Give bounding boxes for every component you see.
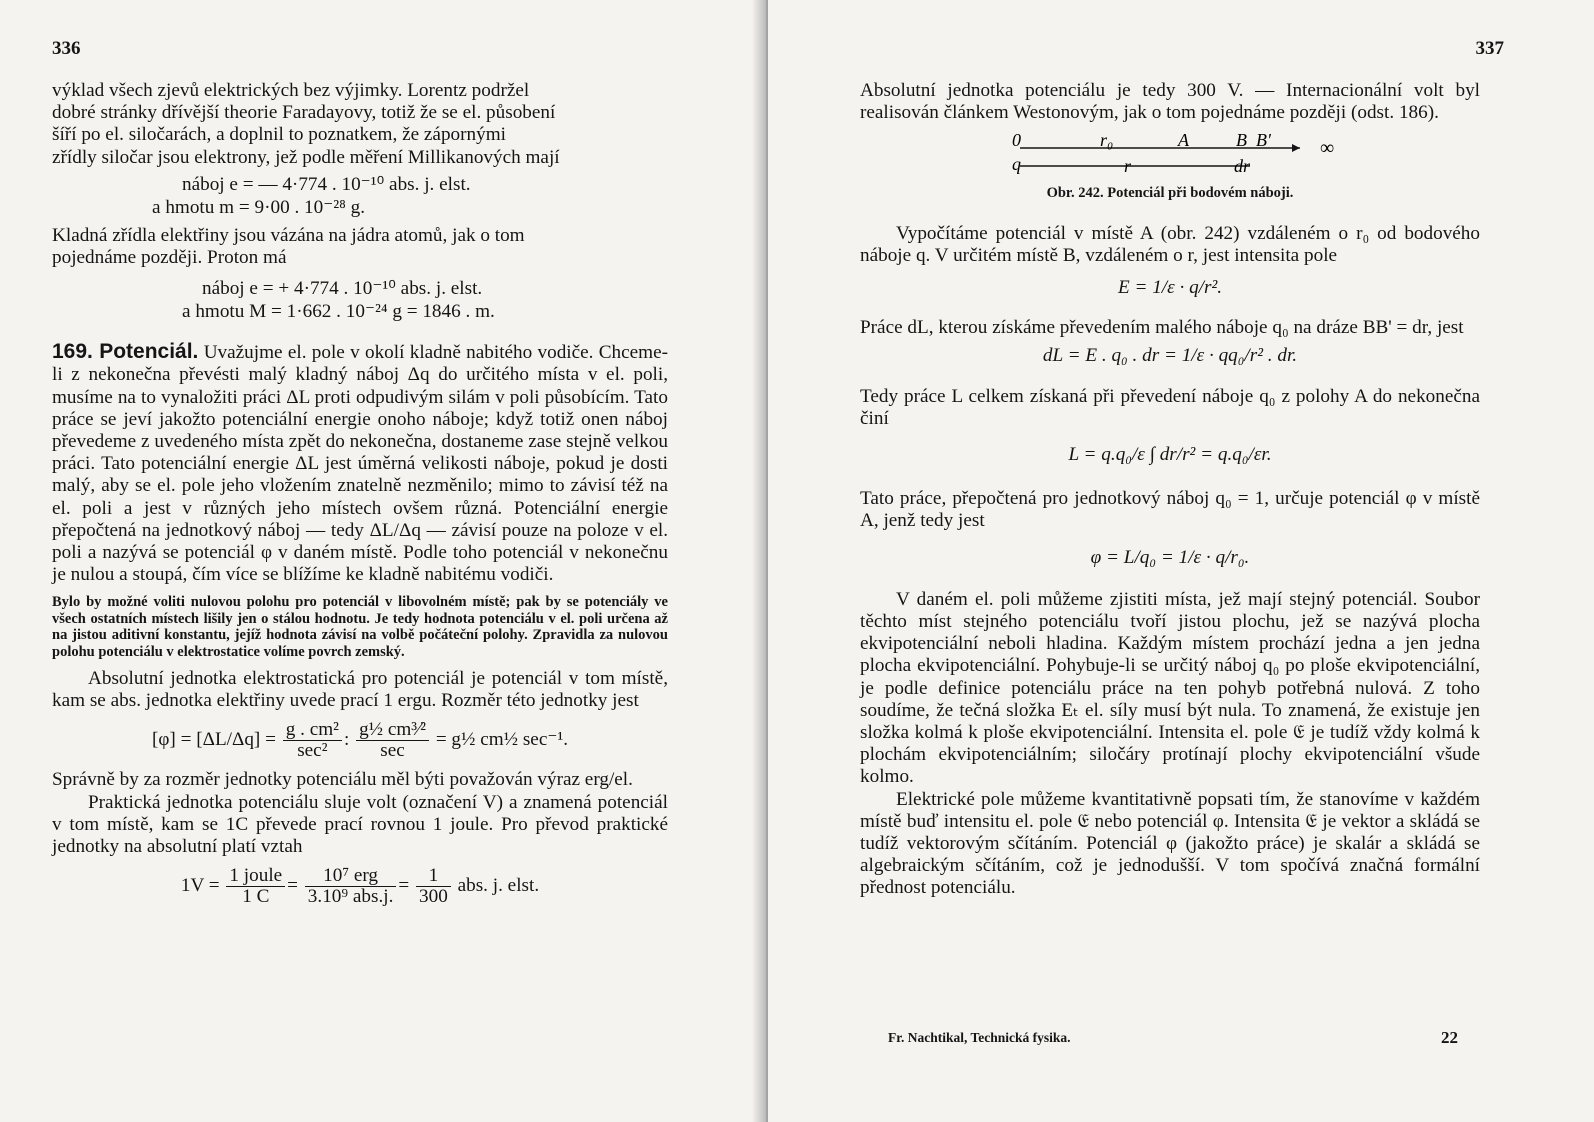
section-169 xyxy=(52,341,668,586)
right-page xyxy=(768,0,1594,1122)
volt-frac-1: $\frac{\text{1 joule}}{1 C}$ xyxy=(226,866,285,907)
equation-l: L = q.q₀/ε ∫ dr/r² = q.q₀/εr. xyxy=(1068,444,1272,466)
equation-dl: dL = E . q₀ . dr = 1/ε · qq₀/r² . dr. xyxy=(1042,345,1298,367)
dimension-formula: [φ] = [ΔL/Δq] = $\frac{\text{g . cm²}}{\text{sec²}}$ : $\frac{\text{g½ cm³⁄²}}{\sec}$ = g½ cm½ sec⁻¹. xyxy=(151,719,569,762)
fig-label-a: A xyxy=(1178,130,1189,151)
electron-values xyxy=(152,173,668,219)
volt-frac-3: $\frac{1}{300}$ xyxy=(416,866,451,907)
left-page xyxy=(0,0,768,1122)
volt-frac-2: $\frac{\text{10⁷ erg}}{\text{3.10⁹ abs.j.}}$ xyxy=(305,866,397,907)
page-number-left: 336 xyxy=(52,38,81,59)
paragraph-proton xyxy=(52,225,668,269)
dim-frac-2: $\frac{\text{g½ cm³⁄²}}{\sec}$ xyxy=(356,720,429,761)
fig-label-0: 0 xyxy=(1012,130,1021,151)
equation-phi: φ = L/q₀ = 1/ε · q/r₀. xyxy=(1090,546,1250,568)
paragraph-total-work: Tedy práce L celkem získaná při převedení náboje q₀ z polohy A do nekonečna činí xyxy=(860,385,1480,429)
paragraph-abs-300v: Absolutní jednotka potenciálu je tedy 300 V. — Internacionální volt byl realisován článkem Westonovým, jak o tom pojednáme později (odst. 186). xyxy=(860,80,1480,124)
volt-rhs: abs. j. elst. xyxy=(457,875,540,897)
dim-right: = g½ cm½ sec⁻¹. xyxy=(435,729,569,751)
paragraph-scalar: Elektrické pole můžeme kvantitativně popsati tím, že stanovíme v každém místě buď intensitu el. pole 𝔈 nebo potenciál φ. Intensita 𝔈 je vektor a skládá se tudíž vektorovým sčítáním. Potenciál φ (jakožto práce) je skalár a skládá se algebraickým sčítáním, což je jednodušší. V tom spočívá značná formální přednost potenciálu. xyxy=(860,788,1480,899)
paragraph-compute: Vypočítáme potenciál v místě A (obr. 242) vzdáleném o r₀ od bodového náboje q. V určitém místě B, vzdáleném o r, jest intensita pole xyxy=(860,222,1480,266)
paragraph-unit-charge: Tato práce, přepočtená pro jednotkový náboj q₀ = 1, určuje potenciál φ v místě A, jenž tedy jest xyxy=(860,488,1480,532)
text-line: dobré stránky dřívější theorie Faradayovy, totiž že se el. působení xyxy=(52,102,556,124)
figure-242 xyxy=(1010,130,1350,178)
section-heading: 169. Potenciál. xyxy=(52,340,199,364)
paragraph-correct-dim: Správně by za rozměr jednotky potenciálu měl býti považován výraz erg/el. xyxy=(52,769,633,791)
electron-mass: a hmotu m = 9·00 . 10⁻²⁸ g. xyxy=(152,196,365,218)
paragraph-work: Práce dL, kterou získáme převedením malého náboje q₀ na dráze BB' = dr, jest xyxy=(860,317,1464,339)
text-line: výklad všech zjevů elektrických bez výjimky. Lorentz podržel xyxy=(52,80,530,101)
paragraph-abs-unit: Absolutní jednotka elektrostatická pro potenciál je potenciál v tom místě, kam se abs. jednotka elektřiny uvede prací 1 ergu. Rozměr této jednotky jest xyxy=(52,668,668,712)
equation-e: E = 1/ε · q/r². xyxy=(1117,277,1223,299)
footnote: Bylo by možné voliti nulovou polohu pro potenciál v libovolném místě; pak by se potenciály ve všech ostatních místech lišily jen o stálou hodnotu. Je tedy hodnota potenciálu v el. poli určena až na jistou aditivní konstantu, jejíž hodnota závisí na volbě počáteční polohy. Zpravidla za nulovou polohu potenciálu v elektrostatice volíme povrch zemský. xyxy=(52,594,668,660)
dim-left: [φ] = [ΔL/Δq] = xyxy=(151,729,276,751)
dim-frac-1: $\frac{\text{g . cm²}}{\text{sec²}}$ xyxy=(283,720,342,761)
footer-number: 22 xyxy=(1441,1028,1458,1047)
section-text: Uvažujme el. pole v okolí kladně nabitého vodiče. Chceme-li z nekonečna převésti malý kladný náboj Δq do určitého místa v el. poli, musíme na to vynaložiti práci ΔL proti odpudivým silám v poli působícím. Tato práce se jeví jakožto potenciální energie onoho náboje; když totiž onen náboj převedeme z uvedeného místa zpět do nekonečna, dostaneme zase stejně velkou práci. Tato potenciální energie ΔL jest úměrná velikosti náboje, pokud je dosti malý, aby se el. pole jeho vložením znatelně nezměnilo; mimo to závisí též na el. poli a jest v různých jeho místech ovšem různá. Potenciální energie přepočtená na jednotkový náboj — tedy ΔL/Δq — závisí pouze na poloze v el. poli a nazývá se potenciál φ v daném místě. Podle toho potenciál v nekonečnu je nulou a stoupá, čím více se blížíme ke kladně nabitému vodiči. xyxy=(52,342,669,586)
figure-242-diagram xyxy=(1010,130,1350,178)
footer-text: Fr. Nachtikal, Technická fysika. xyxy=(888,1030,1071,1045)
text-line: zřídly siločar jsou elektrony, jež podle měření Millikanových mají xyxy=(52,146,560,168)
paragraph-equipotential: V daném el. poli můžeme zjistiti místa, jež mají stejný potenciál. Soubor těchto míst stejného potenciálu tvoří jistou plochu, jež se nazývá plocha ekvipotenciální neboli hladina. Každým místem prochází jedna a jen jedna plocha ekvipotenciální. Pohybuje-li se určitý náboj q₀ po ploše ekvipotenciální, je podle definice potenciálu práce na ten pohyb potřebná nulová. Z toho soudíme, že tečná složka Eₜ el. síly musí být nula. To znamená, že existuje jen složka kolmá k ploše ekvipotenciální. Intensita el. pole 𝔈 je tudíž vždy kolmá k plochám ekvipotenciálním; siločáry protínají plochy ekvipotenciální všude kolmo. xyxy=(860,588,1480,788)
paragraph-practical: Praktická jednotka potenciálu sluje volt (označení V) a znamená potenciál v tom místě, kam se 1C převede prací rovnou 1 joule. Pro převod praktické jednotky na absolutní platí vztah xyxy=(52,791,668,858)
fig-label-r0: r₀ xyxy=(1100,130,1114,151)
fig-label-dr: dr xyxy=(1234,156,1251,177)
right-column xyxy=(860,80,1480,900)
proton-values xyxy=(182,277,668,323)
electron-charge: náboj e = — 4·774 . 10⁻¹⁰ abs. j. elst. xyxy=(182,173,471,195)
page-footer xyxy=(888,1030,1458,1046)
fig-label-r: r xyxy=(1124,156,1132,177)
left-column xyxy=(52,80,668,913)
proton-charge: náboj e = + 4·774 . 10⁻¹⁰ abs. j. elst. xyxy=(202,278,483,300)
fig-label-b: B xyxy=(1236,130,1247,151)
fig-label-infinity: ∞ xyxy=(1320,137,1335,160)
fig-label-b-prime: B' xyxy=(1256,130,1271,151)
proton-mass: a hmotu M = 1·662 . 10⁻²⁴ g = 1846 . m. xyxy=(182,301,495,323)
volt-formula: 1V = $\frac{\text{1 joule}}{1 C}$ = $\frac{\text{10⁷ erg}}{\text{3.10⁹ abs.j.}}$ = $\frac{1}{300}$ abs. j. elst. xyxy=(180,865,540,908)
figure-caption: Obr. 242. Potenciál při bodovém náboji. xyxy=(1046,185,1294,202)
page-number-right: 337 xyxy=(1475,38,1504,59)
fig-label-q: q xyxy=(1012,154,1021,175)
text-line: Kladná zřídla elektřiny jsou vázána na jádra atomů, jak o tom xyxy=(52,224,525,246)
text-line: pojednáme později. Proton má xyxy=(52,247,287,269)
volt-lhs: 1V = xyxy=(180,875,220,897)
text-line: šíří po el. siločarách, a doplnil to poznatkem, že zápornými xyxy=(52,124,506,146)
paragraph-lorentz xyxy=(52,80,668,169)
